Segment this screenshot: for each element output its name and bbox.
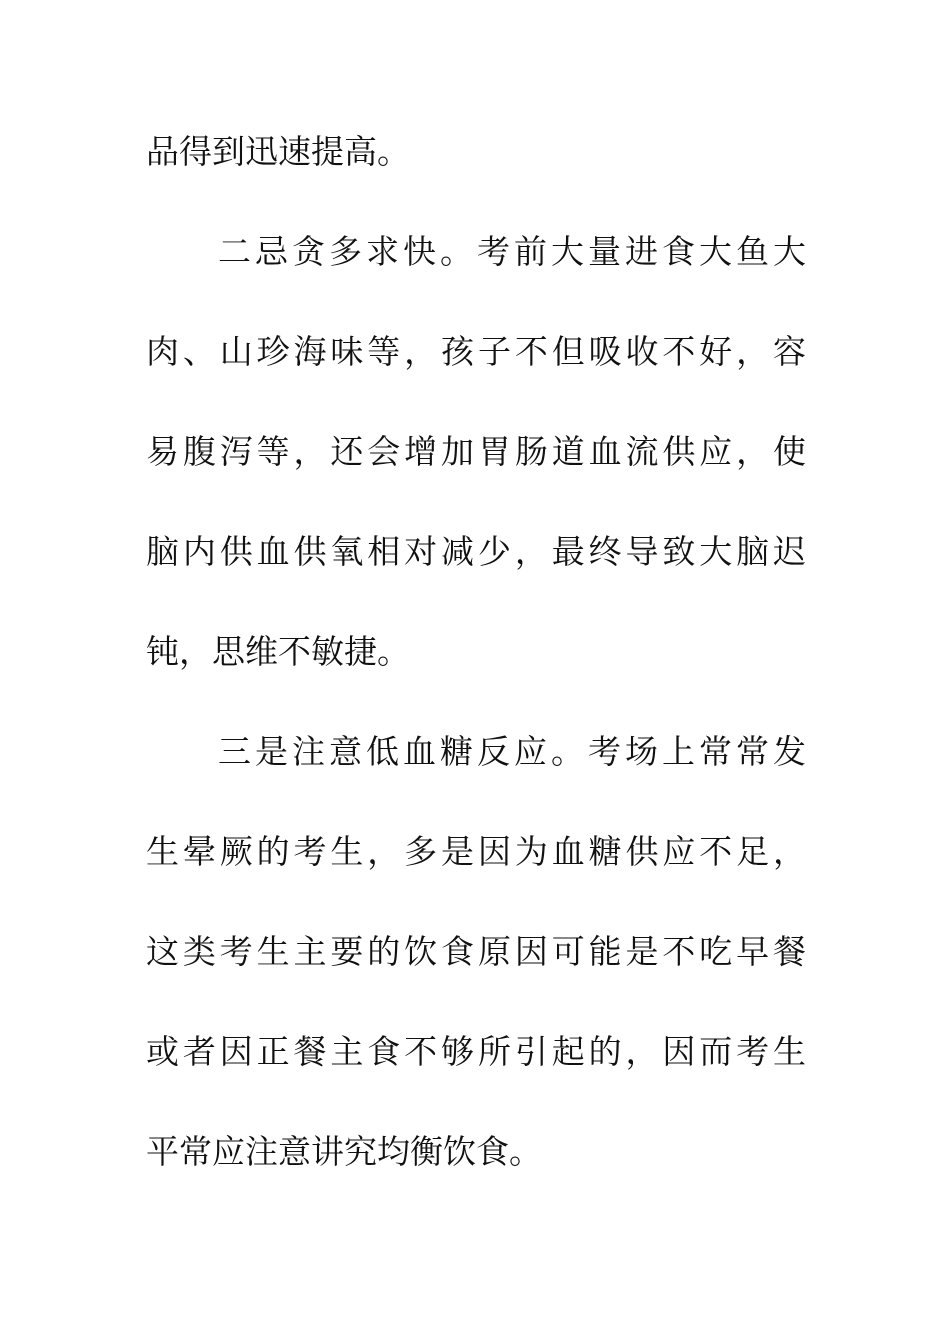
text-line-5: 脑内供血供氧相对减少，最终导致大脑迟 bbox=[146, 532, 806, 571]
paragraph-start-line: 三是注意低血糖反应。考场上常常发 bbox=[218, 732, 806, 771]
text-line-4: 易腹泻等，还会增加胃肠道血流供应，使 bbox=[146, 432, 806, 471]
text-line-10: 或者因正餐主食不够所引起的，因而考生 bbox=[146, 1032, 806, 1071]
text-line-11: 平常应注意讲究均衡饮食。 bbox=[146, 1132, 542, 1171]
text-line-8: 生晕厥的考生，多是因为血糖供应不足， bbox=[146, 832, 806, 871]
paragraph-start-line: 二忌贪多求快。考前大量进食大鱼大 bbox=[218, 232, 806, 271]
text-line-1: 品得到迅速提高。 bbox=[146, 132, 410, 171]
text-line-3: 肉、山珍海味等，孩子不但吸收不好，容 bbox=[146, 332, 806, 371]
text-line-9: 这类考生主要的饮食原因可能是不吃早餐 bbox=[146, 932, 806, 971]
text-line-6: 钝，思维不敏捷。 bbox=[146, 632, 410, 671]
